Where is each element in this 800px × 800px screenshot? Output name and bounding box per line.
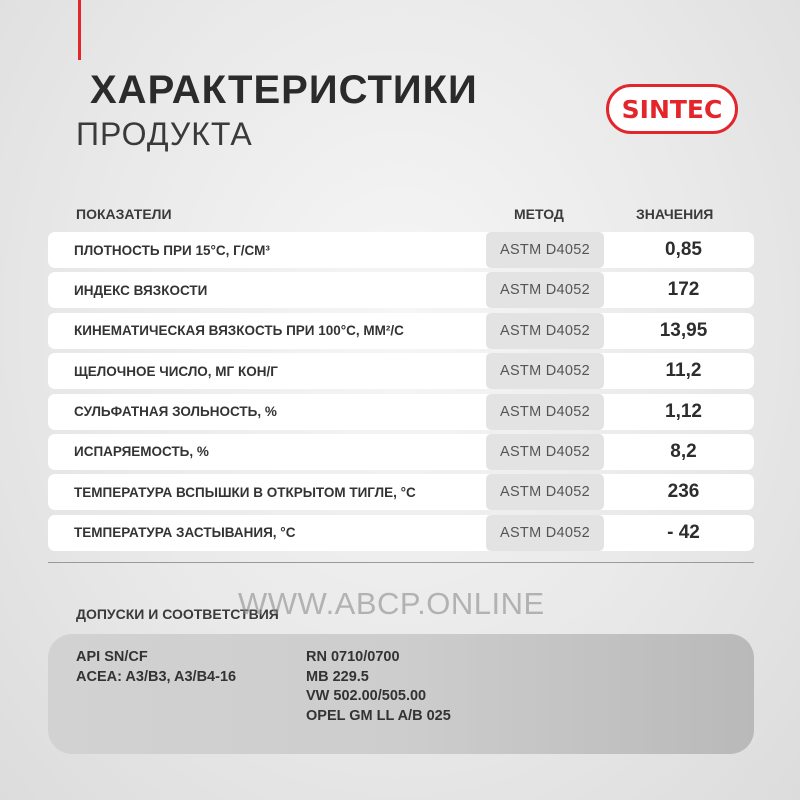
approval-item: MB 229.5	[306, 668, 369, 685]
row-label: ИНДЕКС ВЯЗКОСТИ	[74, 282, 208, 298]
row-value: - 42	[667, 521, 700, 543]
accent-line	[78, 0, 81, 60]
section-divider	[48, 562, 754, 563]
table-row	[48, 353, 754, 389]
row-method: ASTM D4052	[486, 434, 604, 470]
watermark: WWW.ABCP.ONLINE	[238, 586, 545, 621]
row-value: 13,95	[659, 319, 708, 341]
row-label: ТЕМПЕРАТУРА ЗАСТЫВАНИЯ, °С	[74, 525, 296, 541]
row-label: ЩЕЛОЧНОЕ ЧИСЛО, МГ КОН/Г	[74, 363, 278, 379]
approval-item: VW 502.00/505.00	[306, 688, 427, 704]
logo-text: SINTEC	[621, 94, 723, 124]
column-header-value: ЗНАЧЕНИЯ	[636, 206, 714, 222]
row-label: ПЛОТНОСТЬ ПРИ 15°С, Г/СМ³	[74, 242, 270, 258]
table-row	[48, 313, 754, 349]
row-value: 172	[667, 279, 700, 301]
table-row	[48, 434, 754, 470]
sintec-logo	[606, 84, 738, 134]
row-method: ASTM D4052	[486, 232, 604, 268]
table-row	[48, 515, 754, 551]
table-row	[48, 474, 754, 510]
row-label: ИСПАРЯЕМОСТЬ, %	[74, 444, 209, 460]
approval-item: API SN/CF	[76, 649, 148, 665]
row-label: КИНЕМАТИЧЕСКАЯ ВЯЗКОСТЬ ПРИ 100°С, ММ²/С	[74, 323, 404, 339]
page-title: ХАРАКТЕРИСТИКИ	[90, 68, 478, 112]
row-method: ASTM D4052	[486, 313, 604, 349]
row-value: 1,12	[665, 400, 702, 422]
row-method: ASTM D4052	[486, 474, 604, 510]
approval-item: RN 0710/0700	[306, 649, 400, 665]
approval-item: ACEA: A3/B3, A3/B4-16	[76, 668, 237, 685]
spec-table	[48, 232, 754, 555]
row-method: ASTM D4052	[486, 515, 604, 551]
row-method: ASTM D4052	[486, 272, 604, 308]
column-header-method: МЕТОД	[514, 206, 564, 222]
approvals-left-column	[76, 648, 236, 687]
row-value: 11,2	[665, 360, 702, 382]
row-value: 8,2	[670, 440, 697, 462]
table-row	[48, 272, 754, 308]
approvals-box	[48, 634, 754, 754]
table-row	[48, 232, 754, 268]
row-label: ТЕМПЕРАТУРА ВСПЫШКИ В ОТКРЫТОМ ТИГЛЕ, °С	[74, 484, 416, 500]
row-label: СУЛЬФАТНАЯ ЗОЛЬНОСТЬ, %	[74, 404, 277, 420]
approval-item: OPEL GM LL A/B 025	[306, 707, 451, 724]
approvals-title: ДОПУСКИ И СООТВЕТСТВИЯ	[76, 606, 279, 622]
row-value: 236	[667, 481, 700, 503]
approvals-right-column	[306, 648, 451, 726]
column-header-parameter: ПОКАЗАТЕЛИ	[76, 206, 172, 222]
row-method: ASTM D4052	[486, 394, 604, 430]
row-method: ASTM D4052	[486, 353, 604, 389]
page-subtitle: ПРОДУКТА	[76, 116, 253, 152]
table-row	[48, 394, 754, 430]
row-value: 0,85	[665, 239, 702, 260]
